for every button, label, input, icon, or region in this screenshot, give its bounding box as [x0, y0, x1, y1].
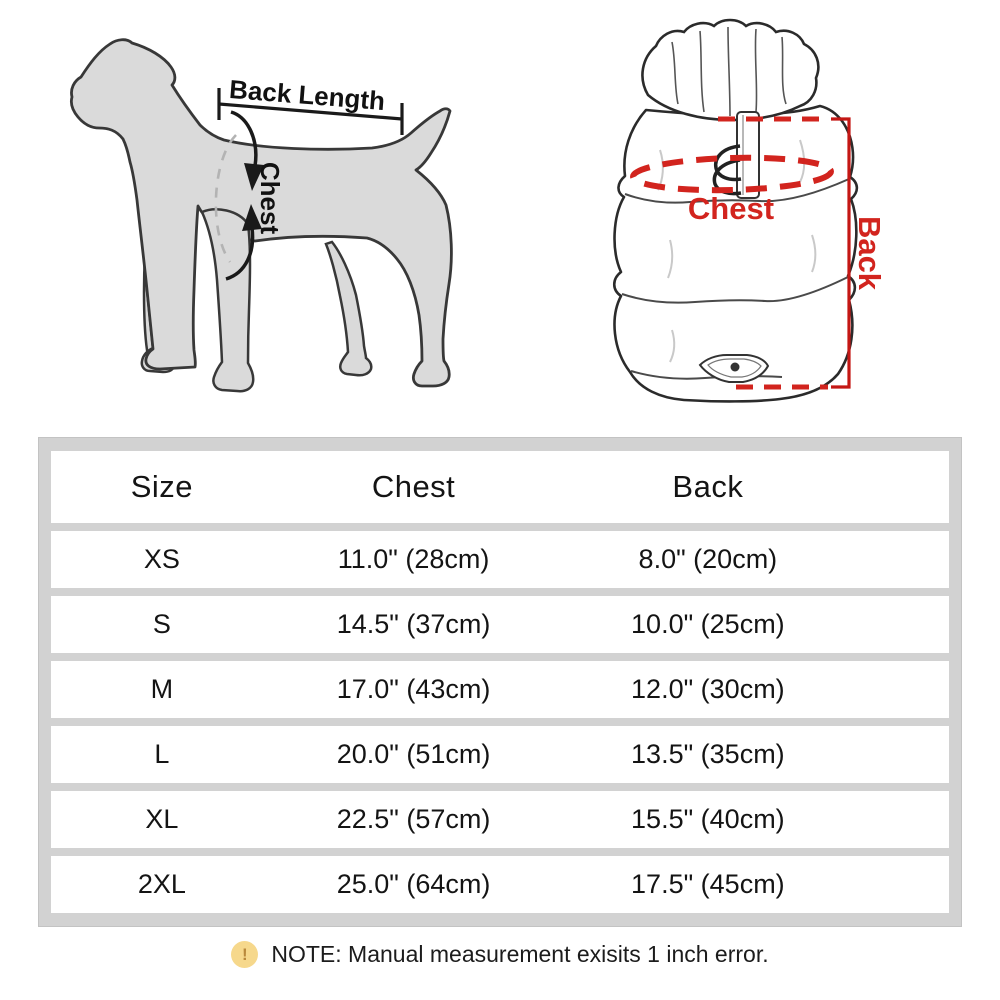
size-value: M — [150, 674, 174, 704]
chest-value: 22.5" (57cm) — [336, 804, 491, 834]
table-row — [51, 726, 949, 783]
chest-value: 25.0" (64cm) — [336, 869, 491, 899]
dog-near-front-leg — [202, 209, 253, 391]
back-value: 13.5" (35cm) — [631, 739, 785, 769]
column-header-back: Back — [672, 469, 744, 504]
dog-far-rear-leg — [326, 242, 371, 375]
column-header-size: Size — [130, 469, 194, 504]
size-value: XL — [145, 804, 179, 834]
vest-chest-label: Chest — [687, 191, 775, 226]
size-value: S — [152, 609, 171, 639]
back-value: 8.0" (20cm) — [638, 544, 778, 574]
measurement-note — [0, 941, 1000, 968]
size-table — [38, 437, 962, 927]
back-value: 15.5" (40cm) — [631, 804, 785, 834]
table-header-row — [51, 451, 949, 523]
column-header-chest: Chest — [371, 469, 456, 504]
size-value: 2XL — [137, 869, 186, 899]
back-length-label: Back Length — [228, 73, 387, 117]
size-value: XS — [143, 544, 180, 574]
chest-value: 20.0" (51cm) — [336, 739, 491, 769]
note-text: NOTE: Manual measurement exisits 1 inch error. — [271, 941, 769, 967]
chest-value: 14.5" (37cm) — [336, 609, 491, 639]
table-row — [51, 596, 949, 653]
exclamation-icon: ! — [231, 941, 258, 968]
back-value: 10.0" (25cm) — [631, 609, 785, 639]
back-value: 12.0" (30cm) — [631, 674, 785, 704]
vest-back-label: Back — [852, 215, 887, 291]
table-row — [51, 791, 949, 848]
chest-value: 11.0" (28cm) — [337, 544, 490, 574]
puffer-vest-illustration — [614, 20, 887, 401]
measurement-diagram — [0, 0, 1000, 432]
chest-value: 17.0" (43cm) — [336, 674, 491, 704]
table-row — [51, 856, 949, 913]
dog-illustration — [71, 40, 451, 391]
back-value: 17.5" (45cm) — [631, 869, 785, 899]
table-row — [51, 531, 949, 588]
dog-chest-label: Chest — [255, 161, 285, 235]
size-value: L — [154, 739, 170, 769]
table-row — [51, 661, 949, 718]
